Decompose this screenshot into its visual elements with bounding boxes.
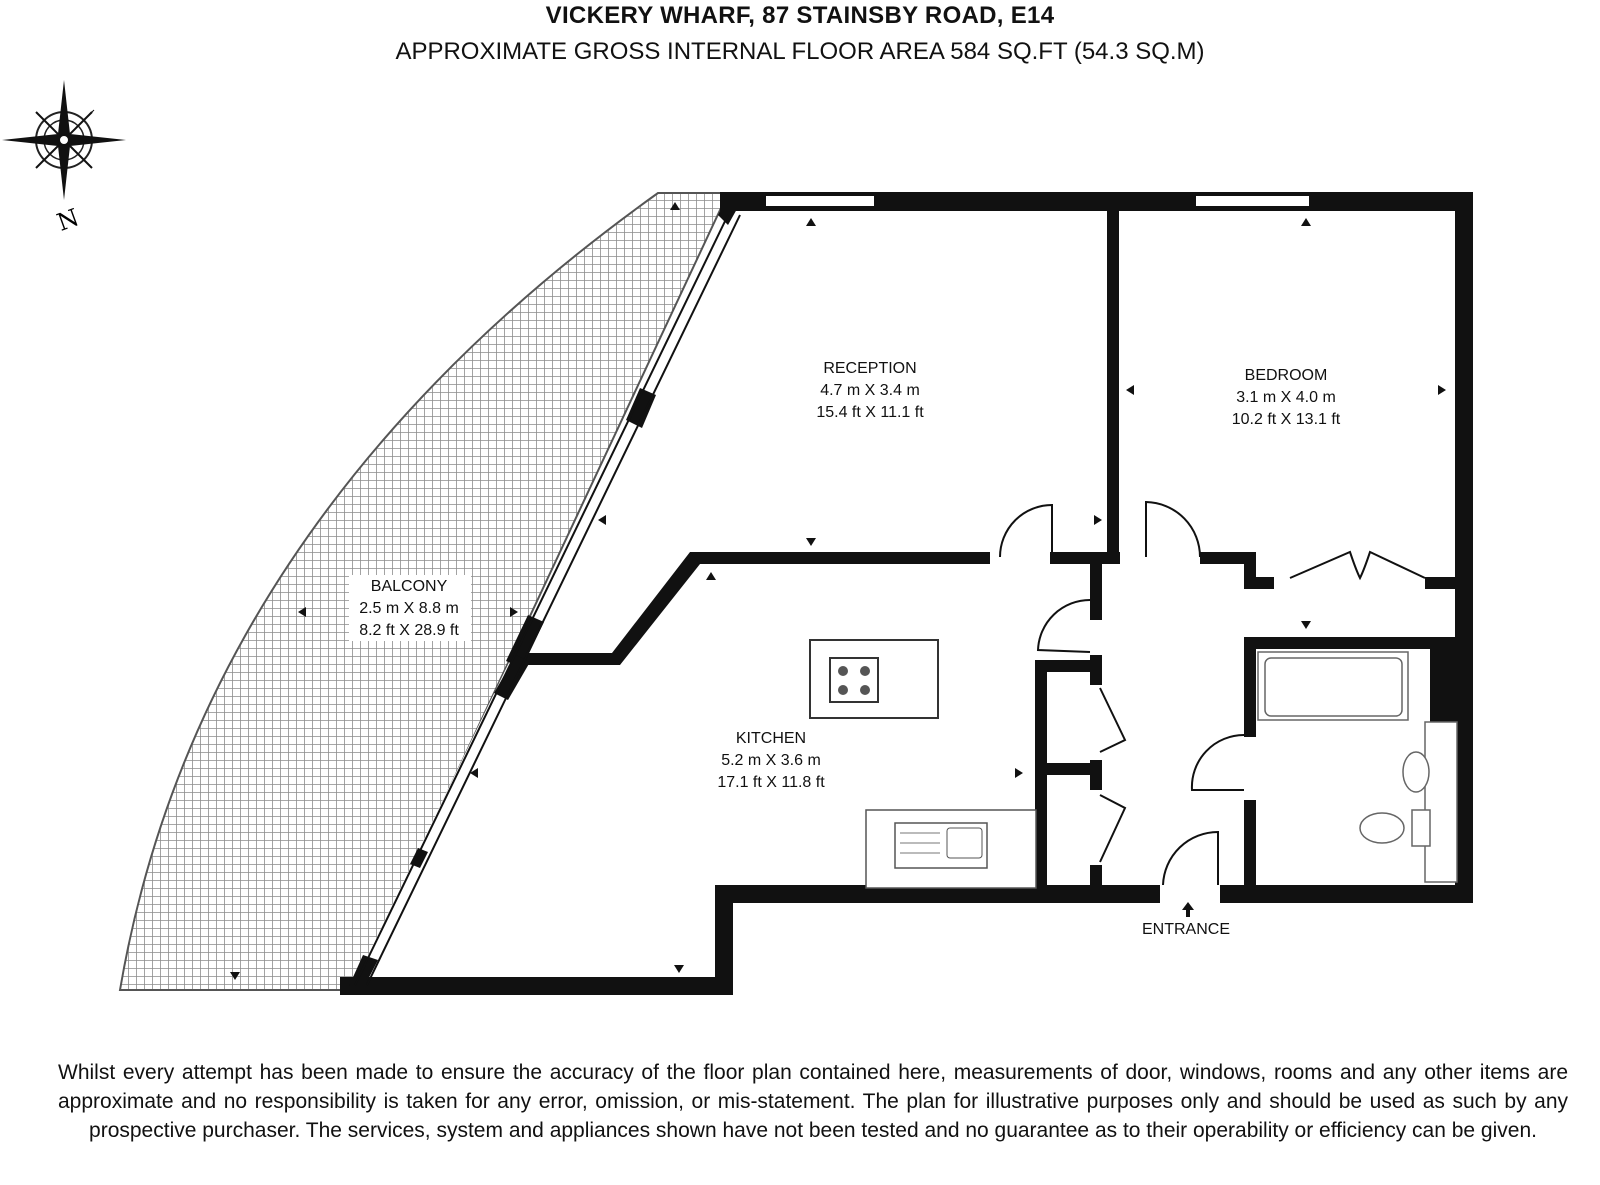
- floor-area-subtitle: APPROXIMATE GROSS INTERNAL FLOOR AREA 584 SQ.FT (54.3 SQ.M): [395, 38, 1205, 65]
- kitchen-metric: 5.2 m X 3.6 m: [721, 752, 821, 769]
- reception-imperial: 15.4 ft X 11.1 ft: [816, 404, 924, 421]
- entrance-label: ENTRANCE: [1141, 921, 1231, 938]
- page-title: VICKERY WHARF, 87 STAINSBY ROAD, E14: [545, 2, 1055, 29]
- kitchen-island: [810, 640, 938, 718]
- compass-rose-icon: [2, 80, 126, 200]
- kitchen-name: KITCHEN: [735, 730, 807, 747]
- bedroom-name: BEDROOM: [1244, 367, 1328, 384]
- disclaimer-text: Whilst every attempt has been made to ensure the accuracy of the floor plan contained here, measurements of door, windows, rooms and any other items are approximate and no responsibility is taken for any error, omission, or mis-statement. The plan for illustrative purposes only and should be used as such by any prospective purchaser. The services, system and appliances shown have not been tested and no guarantee as to their operability or efficiency can be given.: [58, 1061, 1568, 1142]
- balcony-imperial: 8.2 ft X 28.9 ft: [359, 622, 459, 639]
- kitchen-imperial: 17.1 ft X 11.8 ft: [717, 774, 825, 791]
- kitchen-worktop: [866, 810, 1036, 888]
- balcony-metric: 2.5 m X 8.8 m: [359, 600, 459, 617]
- reception-metric: 4.7 m X 3.4 m: [820, 382, 920, 399]
- compass-north-letter: N: [53, 203, 83, 237]
- reception-name: RECEPTION: [823, 360, 917, 377]
- entrance-arrow-icon: [1182, 902, 1194, 917]
- balcony-name: BALCONY: [370, 578, 448, 595]
- bedroom-metric: 3.1 m X 4.0 m: [1236, 389, 1336, 406]
- bedroom-imperial: 10.2 ft X 13.1 ft: [1231, 411, 1341, 428]
